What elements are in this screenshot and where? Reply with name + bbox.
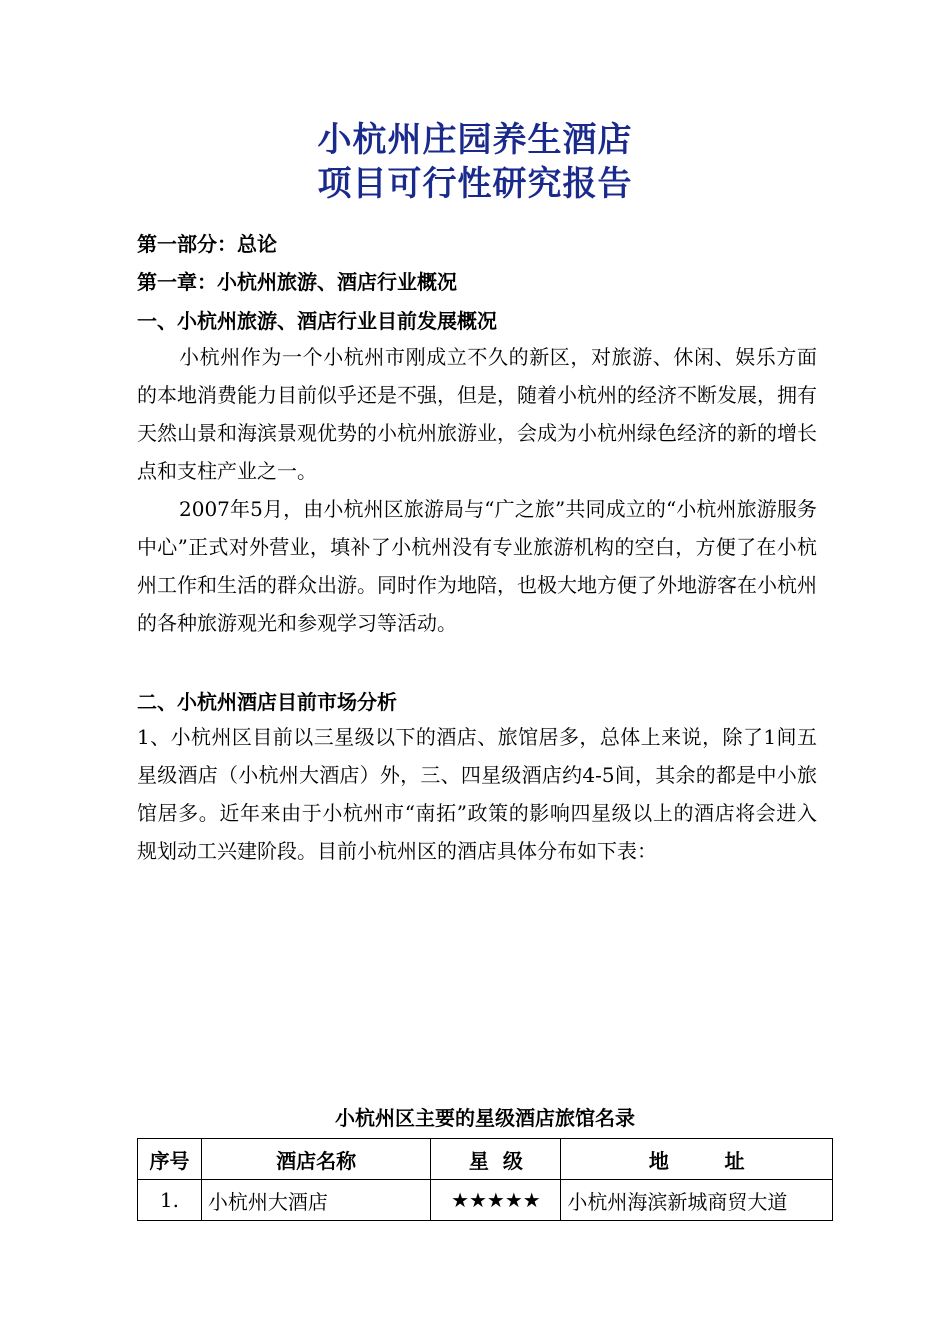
header-index: 序号 xyxy=(138,1139,202,1180)
paragraph-3: 1、小杭州区目前以三星级以下的酒店、旅馆居多，总体上来说，除了1间五星级酒店（小杭州大酒店）外，三、四星级酒店约4-5间，其余的都是中小旅馆居多。近年来由于小杭州市“南拓”政策的影响四星级以上的酒店将会进入规划动工兴建阶段。目前小杭州区的酒店具体分布如下表： xyxy=(137,725,817,863)
document-title-line-1: 小杭州庄园养生酒店 xyxy=(317,120,633,160)
hotel-table xyxy=(137,1138,833,1221)
table-header-row xyxy=(138,1139,833,1180)
section-heading-1: 一、小杭州旅游、酒店行业目前发展概况 xyxy=(137,309,497,333)
table-caption: 小杭州区主要的星级酒店旅馆名录 xyxy=(335,1106,635,1130)
chapter-heading: 第一章：小杭州旅游、酒店行业概况 xyxy=(137,270,457,294)
section-heading-2: 二、小杭州酒店目前市场分析 xyxy=(137,690,397,714)
header-star-rating: 星 级 xyxy=(431,1139,561,1180)
row-index: 1. xyxy=(138,1180,202,1221)
header-address: 地 址 xyxy=(561,1139,833,1180)
header-hotel-name: 酒店名称 xyxy=(201,1139,431,1180)
row-star-rating: ★★★★★ xyxy=(431,1180,561,1221)
row-hotel-name: 小杭州大酒店 xyxy=(201,1180,431,1221)
paragraph-2: 2007年5月，由小杭州区旅游局与“广之旅”共同成立的“小杭州旅游服务中心”正式对外营业，填补了小杭州没有专业旅游机构的空白，方便了在小杭州工作和生活的群众出游。同时作为地陪，也极大地方便了外地游客在小杭州的各种旅游观光和参观学习等活动。 xyxy=(137,497,817,635)
paragraph-1: 小杭州作为一个小杭州市刚成立不久的新区，对旅游、休闲、娱乐方面的本地消费能力目前似乎还是不强，但是，随着小杭州的经济不断发展，拥有天然山景和海滨景观优势的小杭州旅游业，会成为小杭州绿色经济的新的增长点和支柱产业之一。 xyxy=(137,345,817,483)
document-title-line-2: 项目可行性研究报告 xyxy=(317,164,633,204)
table-row xyxy=(138,1180,833,1221)
part-heading: 第一部分：总论 xyxy=(137,232,277,256)
row-address: 小杭州海滨新城商贸大道 xyxy=(561,1180,833,1221)
